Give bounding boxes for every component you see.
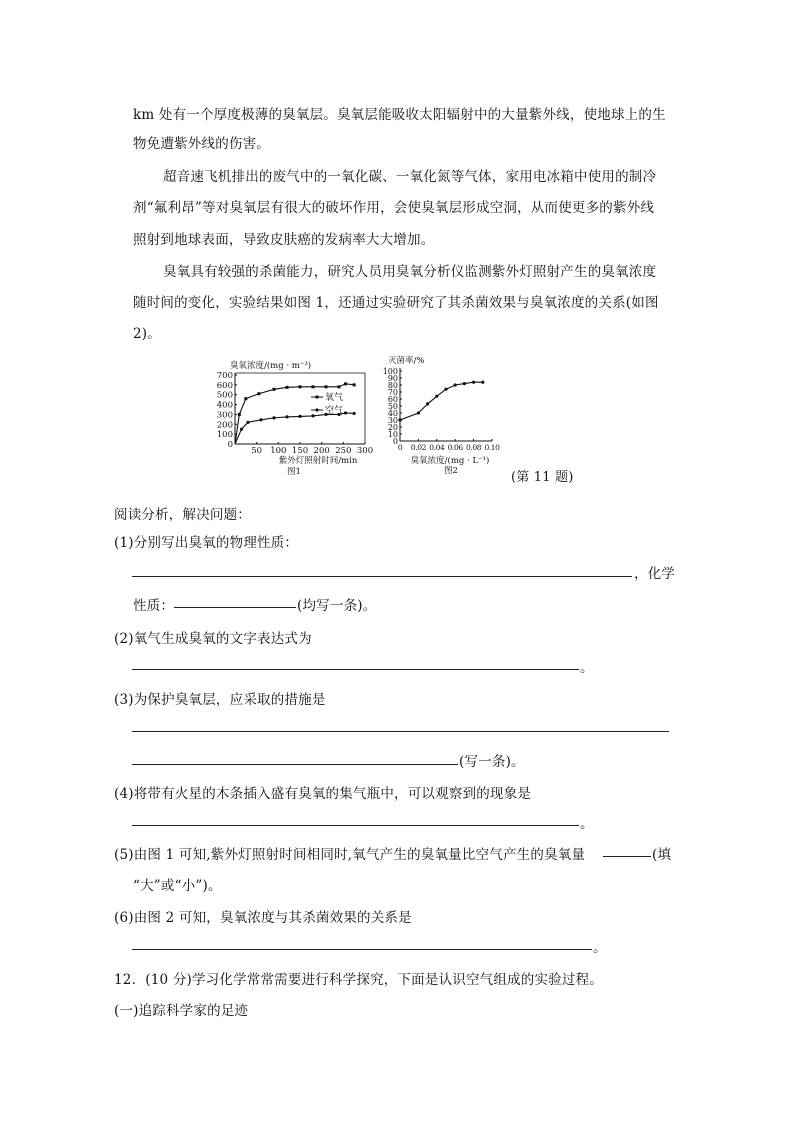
x-tick-label: 100 xyxy=(270,446,287,456)
intro-line: 物免遭紫外线的伤害。 xyxy=(133,136,270,152)
answer-blank-q2[interactable] xyxy=(132,669,579,670)
answer-blank-q3-line1[interactable] xyxy=(132,731,669,732)
question-12-text: 12．(10 分)学习化学常常需要进行科学探究，下面是认识空气组成的实验过程。 xyxy=(114,972,603,988)
series-line-1 xyxy=(400,382,483,420)
data-point xyxy=(353,383,356,386)
data-point xyxy=(325,385,328,388)
data-point xyxy=(398,418,401,421)
y-tick-label: 100 xyxy=(382,367,398,376)
question-6-end: 。 xyxy=(593,940,607,956)
question-2-end: 。 xyxy=(580,660,594,676)
answer-blank-q6[interactable] xyxy=(132,949,592,950)
chart-1-svg xyxy=(205,355,380,480)
x-tick-label: 0.02 xyxy=(410,443,426,452)
y-tick-label: 70 xyxy=(387,388,398,397)
data-point xyxy=(344,411,347,414)
data-point xyxy=(259,418,262,421)
question-12-subheading: (一)追踪科学家的足迹 xyxy=(114,1003,249,1019)
data-point xyxy=(311,414,314,417)
figure-1 xyxy=(205,355,380,480)
y-tick-label: 300 xyxy=(216,410,233,421)
data-point xyxy=(238,413,241,416)
data-point xyxy=(338,385,341,388)
legend-marker-1 xyxy=(316,396,319,399)
x-tick-label: 0.10 xyxy=(484,443,500,452)
x-tick-label: 250 xyxy=(335,446,352,456)
question-3-text: (3)为保护臭氧层，应采取的措施是 xyxy=(114,692,326,708)
x-axis-label: 紫外灯照射时间/min xyxy=(278,456,358,466)
data-point xyxy=(463,382,466,385)
data-point xyxy=(344,382,347,385)
question-1-text: ，化学 xyxy=(634,566,676,582)
intro-line: 超音速飞机排出的废气中的一氧化碳、一氧化氮等气体，家用电冰箱中使用的制冷 xyxy=(163,169,657,185)
data-point xyxy=(353,412,356,415)
intro-line: 随时间的变化，实验结果如图 1，还通过实验研究了其杀菌效果与臭氧浓度的关系(如图 xyxy=(133,295,659,311)
y-axis-label: 灭菌率/% xyxy=(388,356,425,366)
answer-blank-q4[interactable] xyxy=(132,825,579,826)
question-5-text: (填 xyxy=(652,847,672,863)
question-5-text: (5)由图 1 可知,紫外灯照射时间相同时,氧气产生的臭氧量比空气产生的臭氧量 xyxy=(114,847,586,863)
intro-line: 照射到地球表面，导致皮肤癌的发病率大大增加。 xyxy=(133,232,435,248)
question-2-text: (2)氧气生成臭氧的文字表达式为 xyxy=(114,631,312,647)
question-4-end: 。 xyxy=(580,816,594,832)
figure-2-caption: 图2 xyxy=(444,466,458,476)
figure-1-caption: 图1 xyxy=(287,467,301,477)
y-tick-label: 40 xyxy=(387,409,398,418)
y-tick-label: 400 xyxy=(216,400,233,411)
data-point xyxy=(273,388,276,391)
y-tick-label: 20 xyxy=(387,423,398,432)
data-point xyxy=(272,416,275,419)
legend-marker-2 xyxy=(315,408,318,411)
x-tick-label: 0 xyxy=(397,443,403,452)
intro-line: km 处有一个厚度极薄的臭氧层。臭氧层能吸收太阳辐射中的大量紫外线，使地球上的生 xyxy=(133,107,666,123)
answer-blank-q1-physical[interactable] xyxy=(132,576,632,577)
y-tick-label: 10 xyxy=(387,430,398,439)
y-tick-label: 200 xyxy=(216,420,233,431)
question-lead: 阅读分析，解决问题： xyxy=(114,507,251,523)
data-point xyxy=(286,386,289,389)
answer-blank-q5[interactable] xyxy=(603,856,651,857)
answer-blank-q3-line2[interactable] xyxy=(132,764,458,765)
x-tick-label: 0.06 xyxy=(447,443,463,452)
answer-blank-q1-chemical[interactable] xyxy=(174,607,296,608)
figure-caption: (第 11 题) xyxy=(511,470,574,485)
question-1-text: (均写一条)。 xyxy=(297,598,377,614)
y-tick-label: 60 xyxy=(387,395,398,404)
intro-line: 臭氧具有较强的杀菌能力，研究人员用臭氧分析仪监测紫外灯照射产生的臭氧浓度 xyxy=(163,264,657,280)
y-tick-label: 100 xyxy=(216,430,233,441)
data-point xyxy=(298,415,301,418)
data-point xyxy=(240,428,243,431)
question-1-text: 性质： xyxy=(133,598,175,614)
x-tick-label: 200 xyxy=(313,446,330,456)
question-1-text: (1)分别写出臭氧的物理性质： xyxy=(114,535,299,551)
y-tick-label: 50 xyxy=(387,402,398,411)
y-tick-label: 30 xyxy=(387,416,398,425)
y-axis-label: 臭氧浓度/(mg · m⁻³) xyxy=(230,361,312,371)
y-tick-label: 80 xyxy=(387,381,398,390)
data-point xyxy=(435,395,438,398)
data-point xyxy=(246,421,249,424)
data-point xyxy=(285,415,288,418)
y-tick-label: 0 xyxy=(392,437,398,446)
y-tick-label: 700 xyxy=(216,371,233,381)
data-point xyxy=(312,385,315,388)
data-point xyxy=(244,397,247,400)
y-tick-label: 90 xyxy=(387,374,398,383)
x-tick-label: 300 xyxy=(356,446,374,456)
question-6-text: (6)由图 2 可知，臭氧浓度与其杀菌效果的关系是 xyxy=(114,910,412,926)
x-tick-label: 50 xyxy=(251,446,263,456)
legend-label-2: 空气 xyxy=(325,406,344,416)
y-tick-label: 500 xyxy=(216,390,233,401)
data-point xyxy=(257,392,260,395)
data-point xyxy=(426,402,429,405)
question-4-text: (4)将带有火星的木条插入盛有臭氧的集气瓶中，可以观察到的现象是 xyxy=(114,786,532,802)
chart-2-svg xyxy=(382,352,502,480)
x-tick-label: 0.04 xyxy=(429,443,445,452)
question-3-end: (写一条)。 xyxy=(459,754,525,770)
data-point xyxy=(444,388,447,391)
data-point xyxy=(417,411,420,414)
x-tick-label: 150 xyxy=(291,446,309,456)
data-point xyxy=(454,383,457,386)
data-point xyxy=(472,381,475,384)
legend-label-1: 氧气 xyxy=(325,393,344,403)
series-line-2 xyxy=(235,413,354,444)
data-point xyxy=(299,385,302,388)
x-axis-label: 臭氧浓度/(mg · L⁻¹) xyxy=(410,456,490,466)
y-tick-label: 0 xyxy=(227,440,233,450)
figure-2 xyxy=(382,352,502,480)
y-tick-label: 600 xyxy=(216,380,233,391)
question-5-text: “大”或“小”)。 xyxy=(133,878,222,894)
intro-line: 剂“氟利昂”等对臭氧层有很大的破坏作用，会使臭氧层形成空洞，从而使更多的紫外线 xyxy=(133,200,655,216)
intro-line: 2)。 xyxy=(133,326,161,342)
data-point xyxy=(481,381,484,384)
x-tick-label: 0.08 xyxy=(466,443,482,452)
